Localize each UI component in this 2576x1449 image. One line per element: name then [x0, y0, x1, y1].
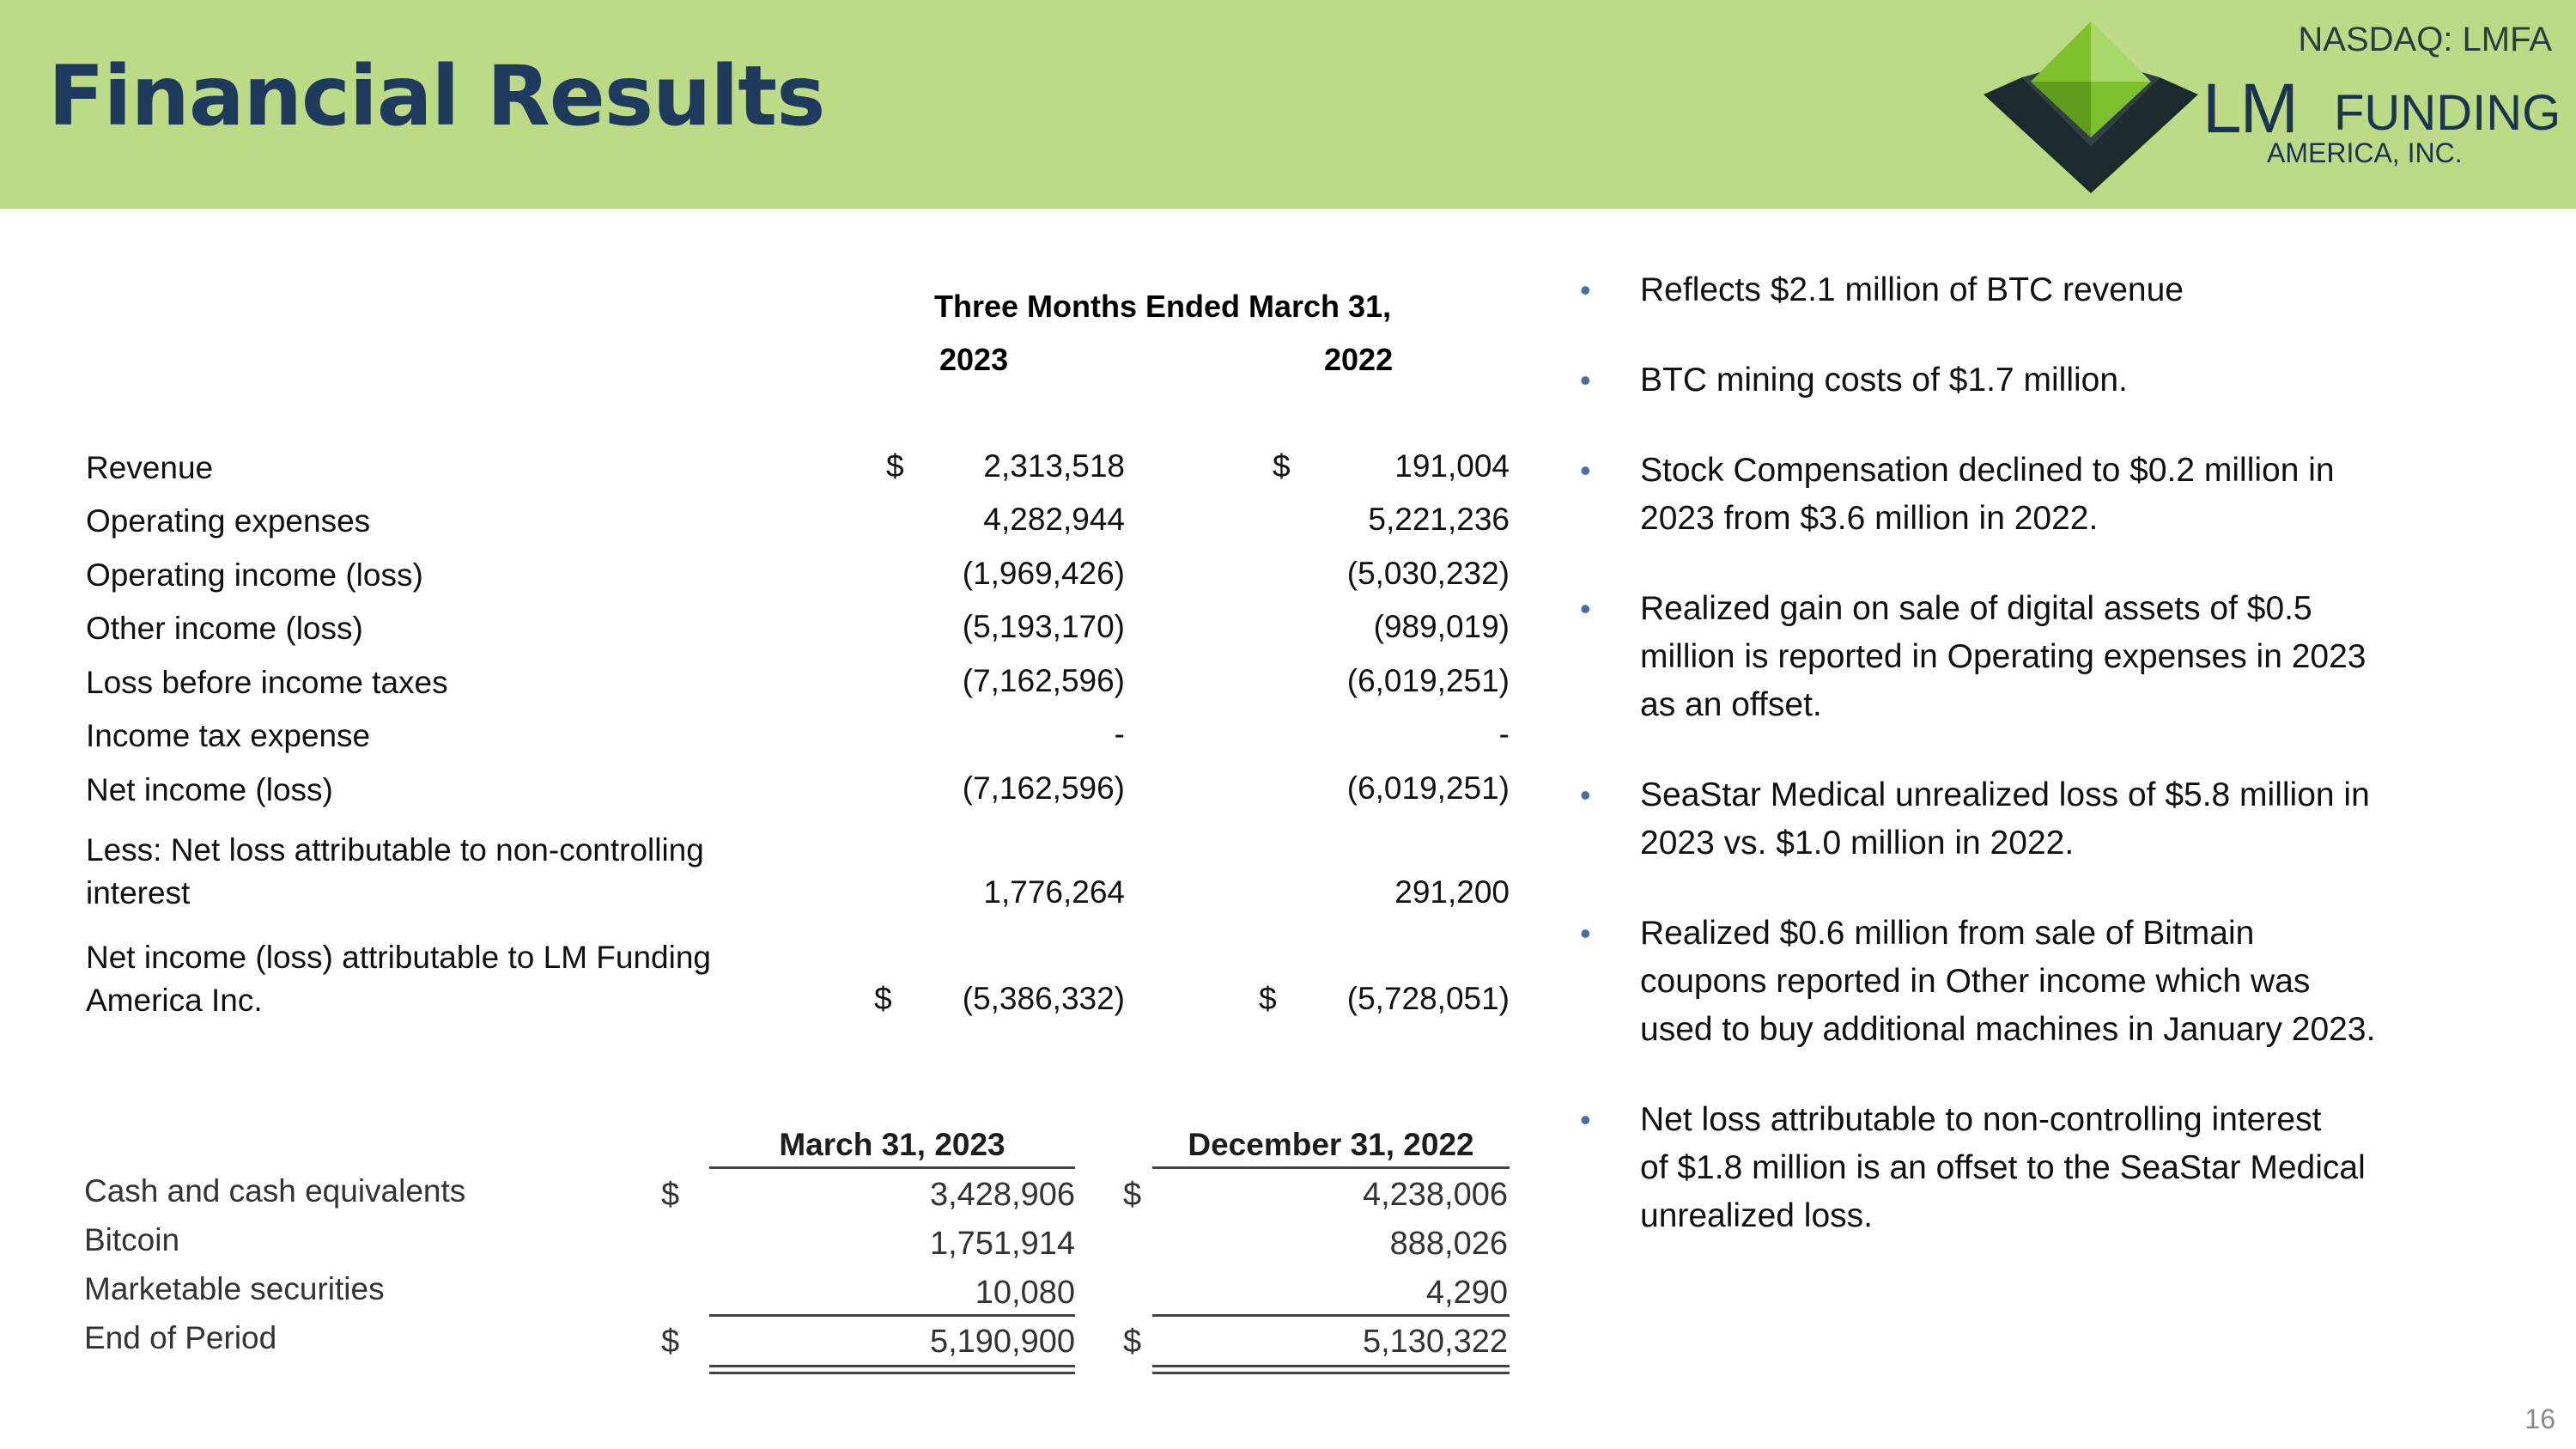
balance-value-march: 10,080: [975, 1275, 1075, 1311]
currency-symbol: $: [1123, 1177, 1142, 1213]
balance-label-total: End of Period: [84, 1320, 277, 1355]
value-2022: (6,019,251): [1346, 663, 1510, 698]
bullet-line: 2023 vs. $1.0 million in 2022.: [1640, 825, 2075, 861]
bullet-item: [1580, 910, 2456, 1054]
page-title: Financial Results: [48, 48, 825, 144]
bullet-line: Realized $0.6 million from sale of Bitmain: [1640, 915, 2255, 952]
value-2023: (1,969,426): [962, 556, 1125, 591]
row-label-income-tax: Income tax expense: [86, 718, 371, 753]
balance-heading-march: March 31, 2023: [779, 1127, 1005, 1162]
currency-symbol: $: [1273, 448, 1291, 484]
page-number: 16: [2524, 1403, 2555, 1434]
bullet-item: [1580, 1096, 2456, 1240]
balance-label: Marketable securities: [84, 1271, 385, 1306]
balance-label: Bitcoin: [84, 1222, 180, 1257]
row-label-other-income: Other income (loss): [86, 611, 363, 646]
value-2022: (6,019,251): [1346, 770, 1510, 806]
value-2023: 1,776,264: [983, 874, 1125, 910]
bullet-dot-icon: •: [1580, 453, 1591, 488]
slide-header: [0, 0, 2576, 209]
bullet-line: Net loss attributable to non-controlling interest: [1640, 1101, 2322, 1138]
total-double-rule: [709, 1365, 1075, 1367]
balance-heading-december: December 31, 2022: [1188, 1127, 1474, 1162]
bullet-line: as an offset.: [1640, 686, 1822, 723]
bullet-line: BTC mining costs of $1.7 million.: [1640, 362, 2128, 399]
balance-label: Cash and cash equivalents: [84, 1173, 466, 1209]
row-label-operating-income: Operating income (loss): [86, 557, 423, 593]
value-2023: -: [1114, 716, 1125, 752]
row-label-net-income: Net income (loss): [86, 772, 333, 807]
currency-symbol: $: [661, 1177, 680, 1213]
bullet-item: [1580, 266, 2456, 314]
value-2022: (5,030,232): [1346, 556, 1510, 591]
logo-diamond-icon: [1984, 17, 2198, 198]
bullet-line: used to buy additional machines in January 2023.: [1640, 1011, 2376, 1048]
row-label-nci-line2: interest: [86, 875, 191, 910]
subtotal-rule: [709, 1314, 1075, 1317]
value-2023: (7,162,596): [962, 663, 1125, 698]
header-underline: [1152, 1166, 1510, 1169]
bullet-line: million is reported in Operating expenses in 2023: [1640, 638, 2366, 675]
logo-funding-text: FUNDING: [2334, 85, 2561, 141]
balance-total-december: 5,130,322: [1362, 1324, 1508, 1360]
value-2023: 2,313,518: [983, 448, 1125, 484]
year-heading-2023: 2023: [939, 342, 1009, 377]
row-label-operating-expenses: Operating expenses: [86, 503, 371, 539]
bullet-dot-icon: •: [1580, 1102, 1591, 1137]
header-underline: [709, 1166, 1075, 1169]
row-label-attributable-line1: Net income (loss) attributable to LM Funding: [86, 940, 712, 975]
bullet-line: Reflects $2.1 million of BTC revenue: [1640, 271, 2184, 308]
row-label-loss-before-taxes: Loss before income taxes: [86, 665, 448, 700]
bullet-dot-icon: •: [1580, 362, 1591, 398]
value-2023: 4,282,944: [983, 502, 1125, 537]
row-label-attributable-line2: America Inc.: [86, 983, 263, 1018]
currency-symbol: $: [886, 448, 904, 484]
currency-symbol: $: [1123, 1324, 1142, 1360]
bullet-line: unrealized loss.: [1640, 1197, 1873, 1234]
bullet-line: Stock Compensation declined to $0.2 million in: [1640, 452, 2335, 489]
bullet-line: SeaStar Medical unrealized loss of $5.8 million in: [1640, 776, 2370, 813]
bullet-line: Realized gain on sale of digital assets of $0.5: [1640, 590, 2312, 627]
value-2023: (7,162,596): [962, 770, 1125, 806]
balance-value-march: 3,428,906: [929, 1177, 1075, 1213]
bullet-item: [1580, 585, 2456, 729]
currency-symbol: $: [874, 981, 892, 1016]
bullet-dot-icon: •: [1580, 777, 1591, 813]
bullet-line: of $1.8 million is an offset to the SeaStar Medical: [1640, 1149, 2366, 1186]
currency-symbol: $: [1259, 981, 1277, 1016]
balance-value-december: 4,238,006: [1362, 1177, 1508, 1213]
balance-total-march: 5,190,900: [929, 1324, 1075, 1360]
ticker-symbol: NASDAQ: LMFA: [2298, 21, 2552, 58]
value-2022: 5,221,236: [1368, 502, 1510, 537]
value-2023: (5,386,332): [962, 981, 1125, 1016]
balance-value-december: 888,026: [1389, 1226, 1508, 1262]
logo-lm-text: LM: [2202, 70, 2297, 148]
value-2022: (989,019): [1373, 609, 1510, 644]
subtotal-rule: [1152, 1314, 1510, 1317]
bullet-line: coupons reported in Other income which was: [1640, 963, 2311, 1000]
value-2022: (5,728,051): [1346, 981, 1510, 1016]
balance-value-march: 1,751,914: [929, 1226, 1075, 1262]
total-double-rule: [1152, 1365, 1510, 1367]
bullet-dot-icon: •: [1580, 591, 1591, 626]
value-2022: 291,200: [1394, 874, 1510, 910]
bullet-line: 2023 from $3.6 million in 2022.: [1640, 500, 2099, 537]
currency-symbol: $: [661, 1324, 680, 1360]
commentary-bullets: [1580, 266, 2456, 1282]
row-label-nci-line1: Less: Net loss attributable to non-controlling: [86, 832, 704, 868]
bullet-item: [1580, 356, 2456, 405]
bullet-item: [1580, 447, 2456, 543]
balance-value-december: 4,290: [1425, 1275, 1508, 1311]
value-2022: 191,004: [1394, 448, 1510, 484]
period-heading: Three Months Ended March 31,: [934, 289, 1392, 324]
logo-subtitle: AMERICA, INC.: [2267, 137, 2463, 168]
total-double-rule: [1152, 1372, 1510, 1374]
value-2023: (5,193,170): [962, 609, 1125, 644]
value-2022: -: [1498, 716, 1510, 752]
year-heading-2022: 2022: [1324, 342, 1394, 377]
bullet-dot-icon: •: [1580, 272, 1591, 307]
row-label-revenue: Revenue: [86, 450, 214, 485]
bullet-dot-icon: •: [1580, 916, 1591, 951]
bullet-item: [1580, 771, 2456, 868]
total-double-rule: [709, 1372, 1075, 1374]
